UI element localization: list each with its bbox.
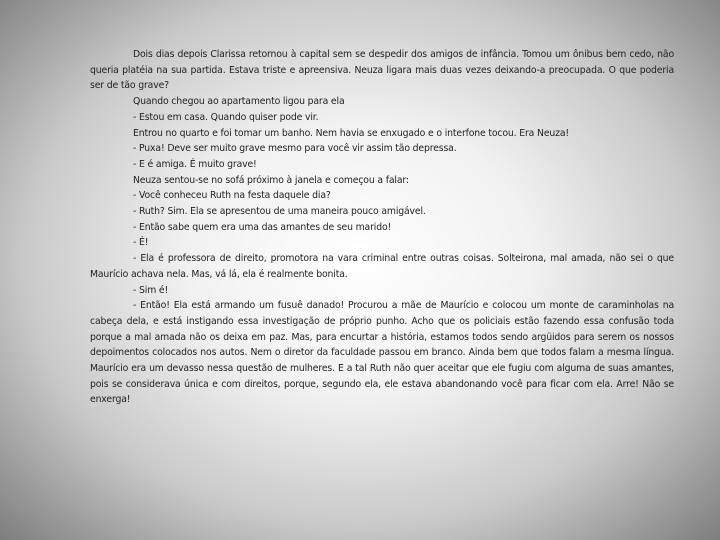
paragraph-14: - Então! Ela está armando um fusuê danado! Procurou a mãe de Maurício e colocou um monte de caraminholas na cabeça dela, e está instigando essa investigação de próprio punho. Acho que os policiais estão fazendo essa confusão toda porque a mal amada não os deixa em paz. Mas, para encurtar a história, estamos todos sendo argüidos para serem os nossos depoimentos colocados nos autos. Nem o diretor da faculdade passou em branco. Ainda bem que todos falam a mesma língua. Maurício era um devasso nessa questão de mulheres. E a tal Ruth não quer aceitar que ele fugiu com alguma de suas amantes, pois se considerava única e com direitos, porque, segundo ela, ele estava abandonando você para ficar com ela. Arre! Não se enxerga! [90, 300, 674, 406]
paragraph-12: - Ela é professora de direito, promotora na vara criminal entre outras coisas. Solteirona, mal amada, não sei o que Maurício achava nela. Mas, vá lá, ela é realmente bonita. [90, 253, 674, 280]
paragraph-5: - Puxa! Deve ser muito grave mesmo para você vir assim tão depressa. [133, 143, 457, 155]
paragraph-10: - Então sabe quem era uma das amantes de seu marido! [133, 221, 392, 233]
paragraph-6: - E é amiga. É muito grave! [133, 158, 257, 170]
paragraph-7: Neuza sentou-se no sofá próximo à janela e começou a falar: [133, 174, 409, 186]
story-text [90, 47, 674, 408]
paragraph-8: - Você conheceu Ruth na festa daquele dia? [133, 190, 331, 202]
paragraph-9: - Ruth? Sim. Ela se apresentou de uma maneira pouco amigável. [133, 206, 426, 218]
paragraph-4: Entrou no quarto e foi tomar um banho. Nem havia se enxugado e o interfone tocou. Era Neuza! [133, 127, 570, 139]
paragraph-11: - É! [133, 237, 149, 249]
paragraph-2: Quando chegou ao apartamento ligou para ela [133, 96, 345, 108]
paragraph-3: - Estou em casa. Quando quiser pode vir. [133, 111, 319, 123]
paragraph-1: Dois dias depois Clarissa retornou à capital sem se despedir dos amigos de infância. Tomou um ônibus bem cedo, não queria platéia na sua partida. Estava triste e apreensiva. Neuza ligara mais duas vezes deixando-a preocupada. O que poderia ser de tão grave? [90, 49, 674, 92]
paragraph-13: - Sim é! [133, 284, 169, 296]
